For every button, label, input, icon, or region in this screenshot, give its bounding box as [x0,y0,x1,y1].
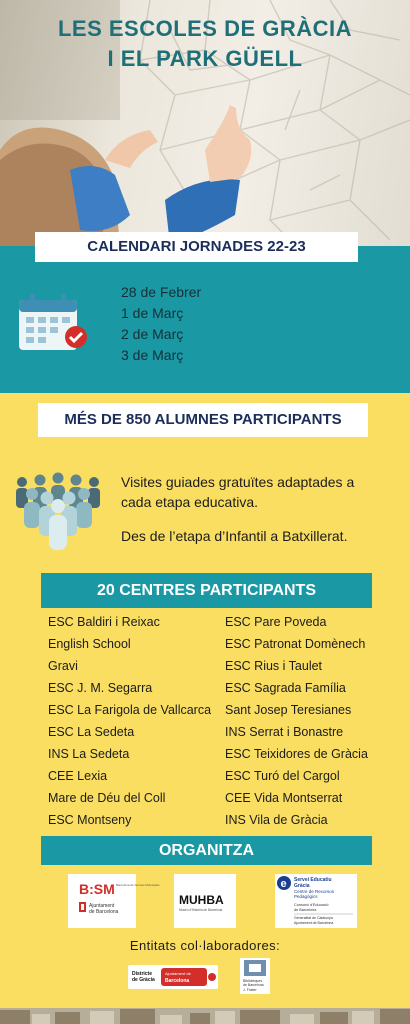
centre-item: ESC Pare Poveda [225,615,327,629]
centre-item: INS Vila de Gràcia [225,813,328,827]
hero-title-line2: I EL PARK GÜELL [107,46,303,71]
cdrp-line8: Ajuntament de Barcelona [294,921,334,925]
biblio-line1: Biblioteques [243,979,263,983]
servei-educatiu-logo [275,874,357,928]
districte-line2: de Gràcia [132,977,155,983]
bsm-city-line2: de Barcelona [89,909,119,915]
centre-item: ESC J. M. Segarra [48,681,153,695]
centre-item: ESC La Sedeta [48,725,135,739]
cdrp-line6: de Barcelona [294,908,317,912]
muhba-tagline: Museu d'Història de Barcelona [179,908,223,912]
centre-item: Gravi [48,659,78,673]
cdrp-mark: e [280,878,287,890]
districte-line1: Districte [132,971,153,977]
bsm-city-line1: Ajuntament [89,903,115,909]
group-people-icon [12,472,104,552]
muhba-logo [174,874,236,928]
centres-list-right [225,611,368,831]
collaborators-title: Entitats col·laboradores: [129,938,281,953]
cdrp-line7: Generalitat de Catalunya [294,916,333,920]
stages-description: Des de l’etapa d’Infantil a Batxillerat. [121,528,348,544]
ajuntament-line2: Barcelona [165,978,190,984]
muhba-mark: MUHBA [179,893,224,907]
centre-item: ESC Montseny [48,813,132,827]
hero-photo [0,0,410,250]
centre-item: ESC Rius i Taulet [225,659,323,673]
calendar-check-icon [17,292,89,354]
hero-title [0,14,410,74]
centre-item: ESC Sagrada Família [225,681,346,695]
centre-item: ESC Patronat Domènech [225,637,366,651]
cdrp-line3: Centre de Recursos [294,889,335,894]
bsm-tagline: Barcelona de Serveis Municipals [116,883,160,887]
biblio-line2: de Barcelona [243,983,264,987]
centre-item: INS Serrat i Bonastre [225,725,344,739]
centre-item: CEE Lexia [48,769,108,783]
date-item: 3 de Març [121,347,184,363]
centre-item: INS La Sedeta [48,747,130,761]
date-item: 2 de Març [121,326,184,342]
centres-header: 20 CENTRES PARTICIPANTS [41,573,372,608]
centre-item: ESC Baldiri i Reixac [48,615,160,629]
centres-list-left [48,611,211,831]
cdrp-line4: Pedagògics [294,894,318,899]
centre-item: CEE Vida Montserrat [225,791,343,805]
cdrp-line2: Gràcia [294,883,310,889]
calendar-dates [121,282,201,366]
biblioteques-logo [240,958,270,994]
districte-gracia-logo [128,965,218,989]
biblio-line3: J. Fuster [243,988,257,992]
cdrp-line1: Servei Educatiu [294,877,332,883]
centre-item: English School [48,637,131,651]
hero-title-line1: LES ESCOLES DE GRÀCIA [57,16,353,41]
organizers-header: ORGANITZA [41,836,372,865]
ajuntament-line1: Ajuntament de [165,971,191,976]
centre-item: ESC La Farigola de Vallcarca [48,703,212,717]
bsm-mark: B:SM [79,881,115,897]
cdrp-line5: Consorci d'Educació [294,903,329,907]
bsm-logo [68,874,160,928]
visits-description: Visites guiades gratuïtes adaptades a cada etapa educativa. [121,474,355,510]
centre-item: Sant Josep Teresianes [225,703,352,717]
date-item: 1 de Març [121,305,184,321]
date-item: 28 de Febrer [121,284,202,300]
centre-item: Mare de Déu del Coll [48,791,166,805]
calendar-header: CALENDARI JORNADES 22-23 [35,232,358,262]
centre-item: ESC Turó del Cargol [225,769,340,783]
students-header: MÉS DE 850 ALUMNES PARTICIPANTS [38,403,368,437]
mosaic-footer-strip [0,1008,410,1024]
centre-item: ESC Teixidores de Gràcia [225,747,368,761]
